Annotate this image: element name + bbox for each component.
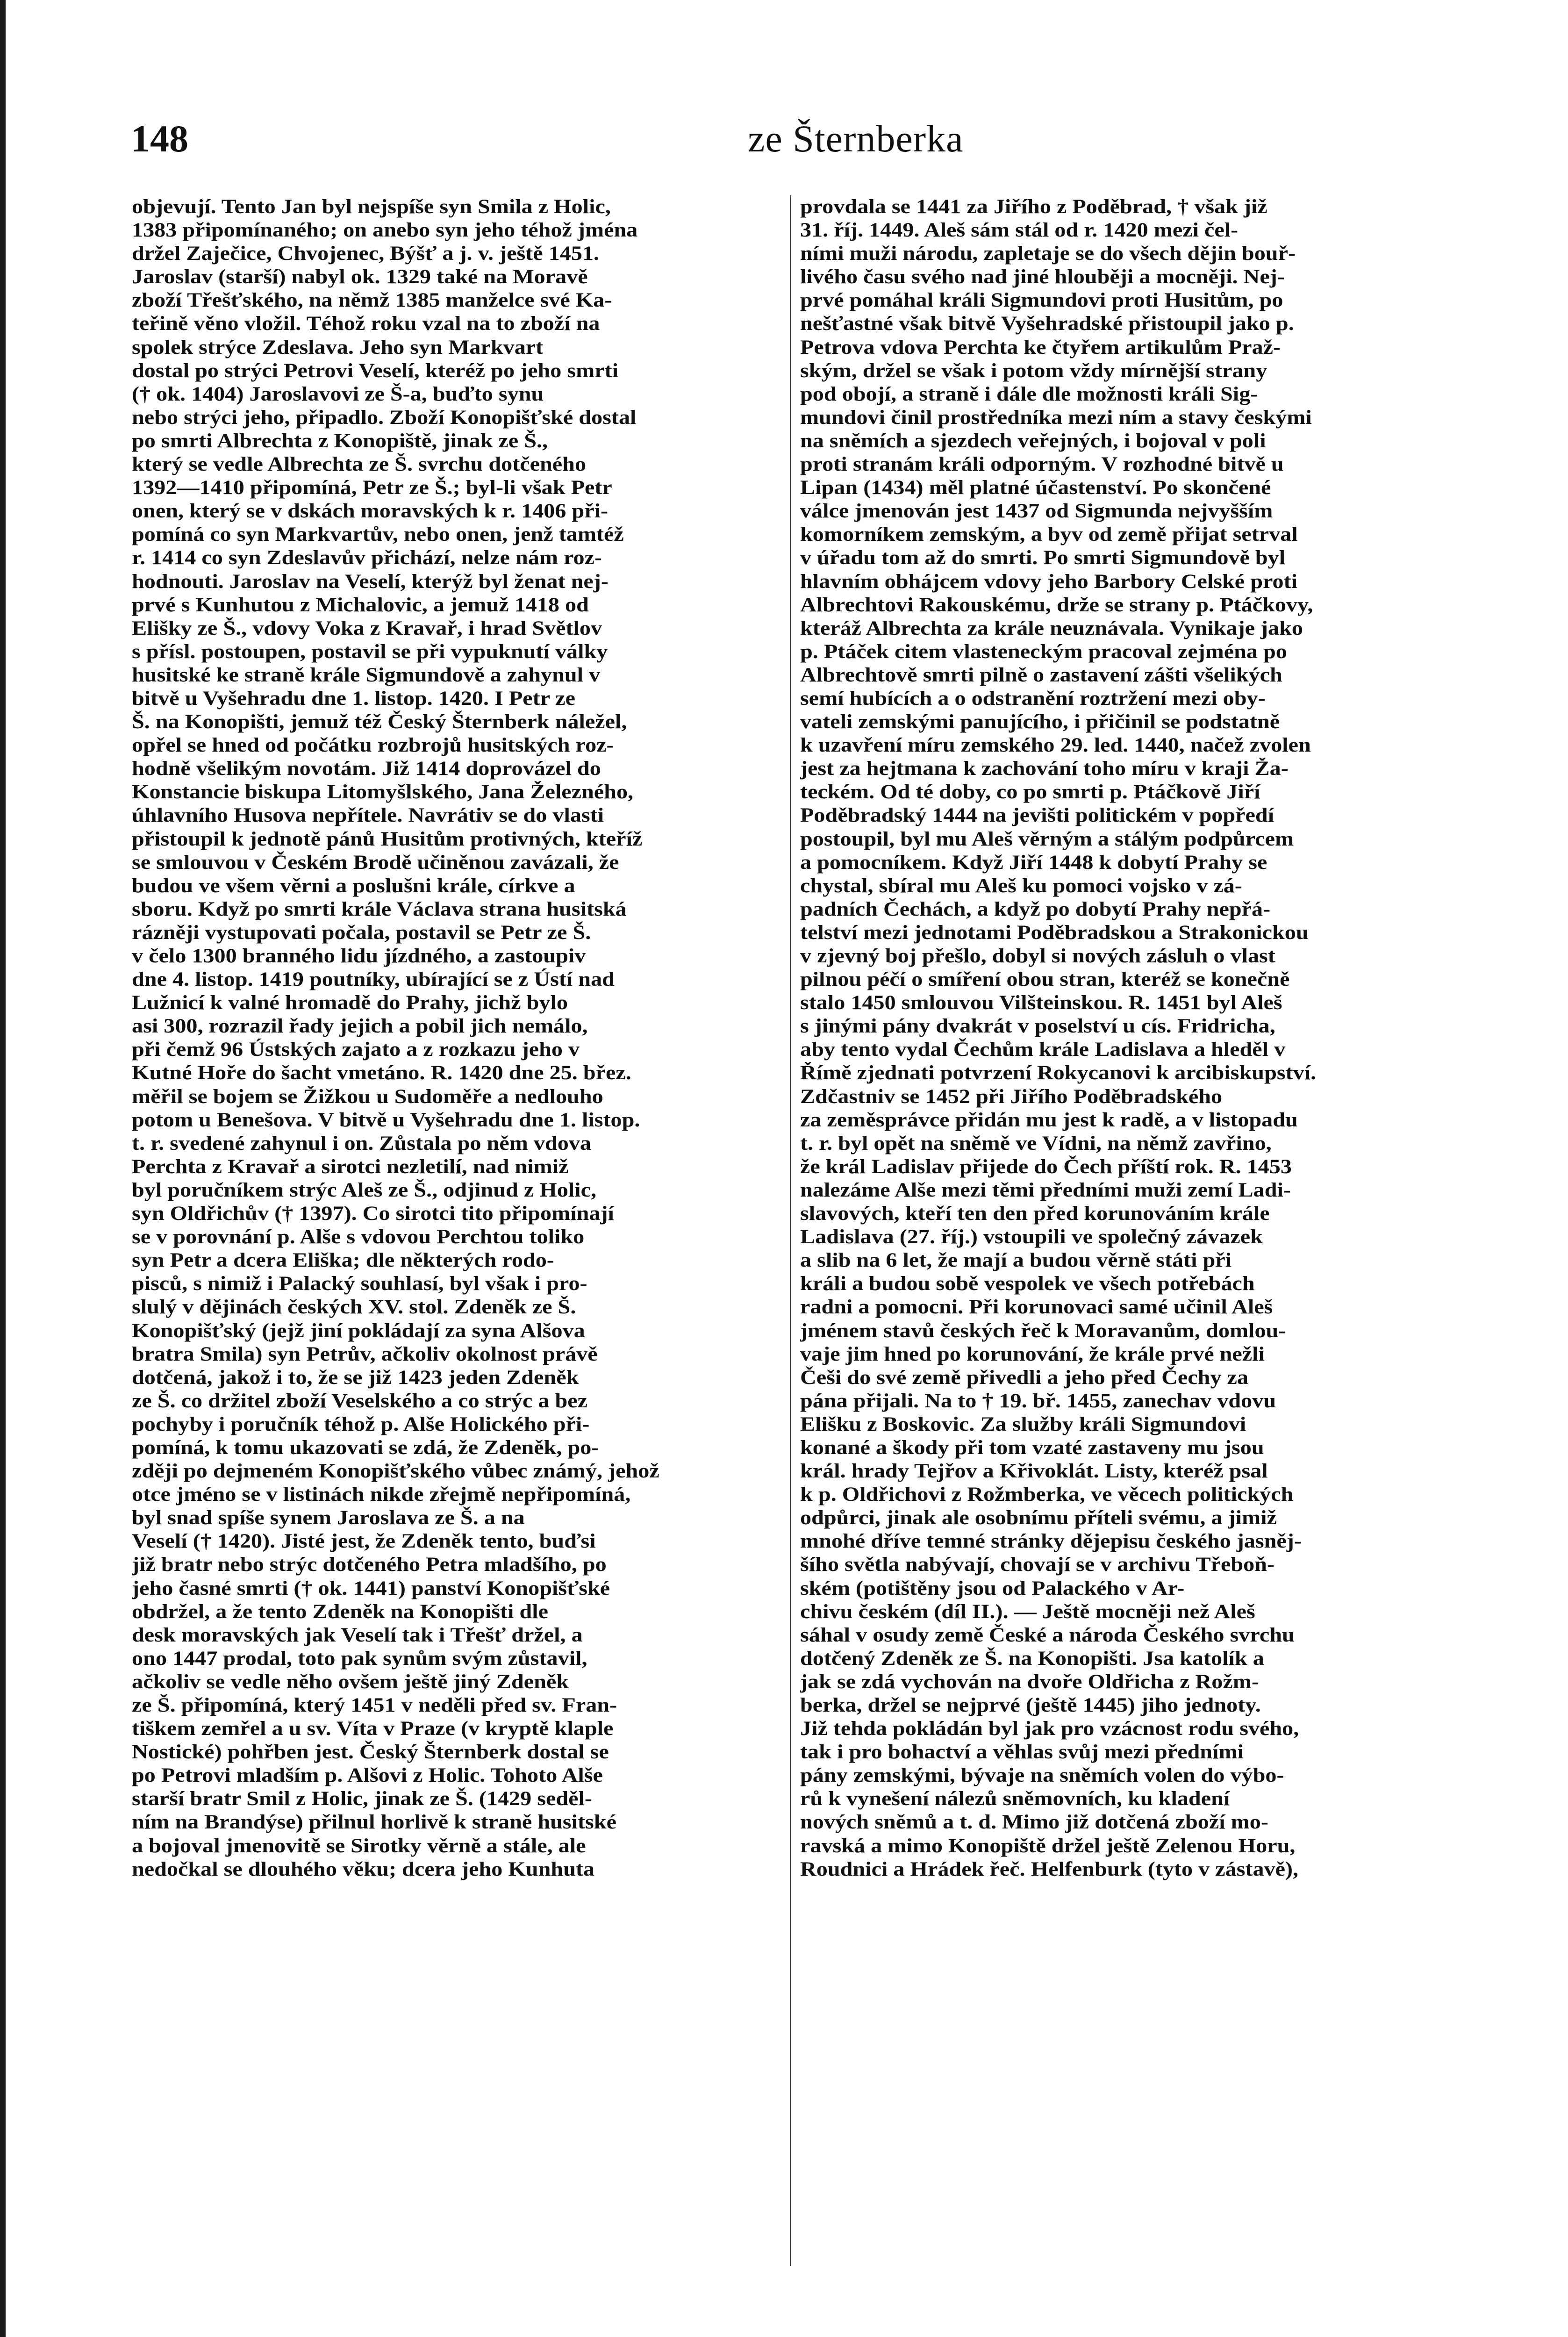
text-line: Albrechtově smrti pilně o zastavení zášti všelikých xyxy=(800,664,1282,686)
text-line: mundovi činil prostředníka mezi ním a stavy českými xyxy=(800,406,1312,429)
text-line: vaje jim hned po korunování, že krále prvé nežli xyxy=(800,1343,1265,1365)
text-line: ačkoliv se vedle něho ovšem ještě jiný Zdeněk xyxy=(132,1670,569,1693)
text-line: přistoupil k jednotě pánů Husitům protivných, kteříž xyxy=(132,828,643,850)
text-line: s přísl. postoupen, postavil se při vypuknutí války xyxy=(132,640,608,663)
text-line: byl poručníkem strýc Aleš ze Š., odjinud z Holic, xyxy=(132,1179,596,1201)
text-line: teřině věno vložil. Téhož roku vzal na to zboží na xyxy=(132,313,600,335)
text-line: potom u Benešova. V bitvě u Vyšehradu dne 1. listop. xyxy=(132,1109,640,1131)
text-line: kteráž Albrechta za krále neuznávala. Vynikaje jako xyxy=(800,617,1303,639)
text-line: t. r. svedené zahynul i on. Zůstala po něm vdova xyxy=(132,1132,591,1154)
text-line: jménem stavů českých řeč k Moravanům, domlou- xyxy=(800,1319,1286,1342)
text-line: ravská a mimo Konopiště držel ještě Zelenou Horu, xyxy=(800,1835,1296,1857)
text-line: hlavním obhájcem vdovy jeho Barbory Celské proti xyxy=(800,570,1297,593)
text-line: pána přijali. Na to † 19. bř. 1455, zanechav vdovu xyxy=(800,1390,1276,1412)
text-line: že král Ladislav přijede do Čech příští rok. R. 1453 xyxy=(800,1155,1292,1178)
text-line: měřil se bojem se Žižkou u Sudoměře a nedlouho xyxy=(132,1085,603,1108)
text-line: p. Ptáček citem vlasteneckým pracoval zejména po xyxy=(800,640,1287,663)
running-title: ze Šternberka xyxy=(748,117,964,160)
text-line: sáhal v osudy země České a národa Českého svrchu xyxy=(800,1624,1295,1646)
text-line: pod obojí, a straně i dále dle možnosti králi Sig- xyxy=(800,383,1258,405)
text-line: dotčená, jakož i to, že se již 1423 jeden Zdeněk xyxy=(132,1366,579,1389)
text-line: telství mezi jednotami Poděbradskou a Strakonickou xyxy=(800,921,1309,944)
text-line: bitvě u Vyšehradu dne 1. listop. 1420. I Petr ze xyxy=(132,687,576,710)
text-line: Konstancie biskupa Litomyšlského, Jana Železného, xyxy=(132,781,634,803)
text-line: ze Š. co držitel zboží Veselského a co strýc a bez xyxy=(132,1390,588,1412)
text-line: Š. na Konopišti, jemuž též Český Šternberk náležel, xyxy=(132,711,627,733)
text-line: nešťastné však bitvě Vyšehradské přistoupil jako p. xyxy=(800,313,1294,335)
page-header xyxy=(131,117,1475,178)
text-line: stalo 1450 smlouvou Vilšteinskou. R. 1451 byl Aleš xyxy=(800,992,1282,1014)
text-line: chystal, sbíral mu Aleš ku pomoci vojsko v zá- xyxy=(800,875,1242,897)
text-line: Češi do své země přivedli a jeho před Čechy za xyxy=(800,1366,1249,1389)
text-line: 1383 připomínaného; on anebo syn jeho téhož jména xyxy=(132,219,638,242)
text-line: nedočkal se dlouhého věku; dcera jeho Kunhuta xyxy=(132,1858,595,1880)
text-line: pány zemskými, bývaje na sněmích volen do výbo- xyxy=(800,1764,1284,1787)
text-line: Poděbradský 1444 na jevišti politickém v popředí xyxy=(800,804,1274,827)
text-line: Již tehda pokládán byl jak pro vzácnost rodu svého, xyxy=(800,1718,1299,1740)
text-line: úhlavního Husova nepřítele. Navrátiv se do vlasti xyxy=(132,804,604,827)
text-line: tiškem zemřel a u sv. Víta v Praze (v kryptě klaple xyxy=(132,1718,614,1740)
text-line: onen, který se v dskách moravských k r. 1406 při- xyxy=(132,500,609,523)
text-line: při čemž 96 Ústských zajato a z rozkazu jeho v xyxy=(132,1039,580,1061)
text-line: Perchta z Kravař a sirotci nezletilí, nad nimiž xyxy=(132,1155,569,1178)
text-line: sboru. Když po smrti krále Václava strana husitská xyxy=(132,898,627,920)
text-line: Konopišťský (jejž jiní pokládají za syna Alšova xyxy=(132,1319,585,1342)
text-line: Kutné Hoře do šacht vmetáno. R. 1420 dne 25. břez. xyxy=(132,1062,631,1084)
text-line: již bratr nebo strýc dotčeného Petra mladšího, po xyxy=(132,1554,607,1576)
text-line: a slib na 6 let, že mají a budou věrně státi při xyxy=(800,1249,1232,1272)
text-line: aby tento vydal Čechům krále Ladislava a hleděl v xyxy=(800,1039,1286,1061)
text-line: proti stranám králi odporným. V rozhodné bitvě u xyxy=(800,453,1284,476)
text-line: starší bratr Smil z Holic, jinak ze Š. (1429 seděl- xyxy=(132,1788,592,1810)
text-line: 1392—1410 připomíná, Petr ze Š.; byl-li však Petr xyxy=(132,477,612,499)
text-line: ze Š. připomíná, který 1451 v neděli před sv. Fran- xyxy=(132,1694,617,1716)
text-line: k p. Oldřichovi z Rožmberka, ve věcech politických xyxy=(800,1484,1294,1506)
text-line: semí hubících a o odstranění roztržení mezi oby- xyxy=(800,687,1266,710)
text-line: pisců, s nimiž i Palacký souhlasí, byl však i pro- xyxy=(132,1273,587,1295)
text-line: dne 4. listop. 1419 poutníky, ubírající se z Ústí nad xyxy=(132,968,615,991)
text-line: v zjevný boj přešlo, dobyl si nových zásluh o vlast xyxy=(800,945,1275,967)
text-line: Ladislava (27. říj.) vstoupili ve společný závazek xyxy=(800,1226,1263,1248)
text-line: v čelo 1300 branného lidu jízdného, a zastoupiv xyxy=(132,945,586,967)
text-line: t. r. byl opět na sněmě ve Vídni, na němž zavřino, xyxy=(800,1132,1272,1154)
text-line: 31. říj. 1449. Aleš sám stál od r. 1420 mezi čel- xyxy=(800,219,1239,242)
text-line: Elišky ze Š., vdovy Voka z Kravař, i hrad Světlov xyxy=(132,617,602,639)
page-edge-shadow xyxy=(0,0,6,2337)
text-line: opřel se hned od počátku rozbrojů husitských roz- xyxy=(132,734,614,757)
text-line: šího světla nabývají, chovají se v archivu Třeboň- xyxy=(800,1554,1275,1576)
text-line: syn Petr a dcera Eliška; dle některých rodo- xyxy=(132,1249,554,1272)
text-line: válce jmenován jest 1437 od Sigmunda nejvyšším xyxy=(800,500,1273,523)
text-line: prvé s Kunhutou z Michalovic, a jemuž 1418 od xyxy=(132,594,589,616)
text-line: pomíná co syn Markvartův, nebo onen, jenž tamtéž xyxy=(132,523,624,546)
page-number: 148 xyxy=(131,117,188,160)
text-line: dostal po strýci Petrovi Veselí, kteréž po jeho smrti xyxy=(132,359,619,382)
text-line: provdala se 1441 za Jiřího z Poděbrad, † však již xyxy=(800,196,1267,218)
text-line: držel Zaječice, Chvojenec, Býšť a j. v. ještě 1451. xyxy=(132,243,600,265)
text-line: pomíná, k tomu ukazovati se zdá, že Zdeněk, po- xyxy=(132,1436,599,1459)
text-line: slavových, kteří ten den před korunováním krále xyxy=(800,1203,1270,1225)
text-line: zději po dejmeném Konopišťského vůbec známý, jehož xyxy=(132,1460,659,1483)
left-text-column xyxy=(132,195,781,2285)
text-line: po Petrovi mladším p. Alšovi z Holic. Tohoto Alše xyxy=(132,1764,603,1787)
text-line: Lipan (1434) měl platné účastenství. Po skončené xyxy=(800,477,1271,499)
text-line: bratra Smila) syn Petrův, ačkoliv okolnost právě xyxy=(132,1343,598,1365)
text-line: Římě zjednati potvrzení Rokycanovi k arcibiskupství. xyxy=(800,1062,1317,1084)
text-line: rázněji vystupovati počala, postavil se Petr ze Š. xyxy=(132,921,591,944)
text-line: hodnouti. Jaroslav na Veselí, kterýž byl ženat nej- xyxy=(132,570,609,593)
column-divider xyxy=(790,195,791,2266)
text-line: postoupil, byl mu Aleš věrným a stálým podpůrcem xyxy=(800,828,1294,850)
text-line: prvé pomáhal králi Sigmundovi proti Husitům, po xyxy=(800,289,1283,312)
text-line: Elišku z Boskovic. Za služby králi Sigmundovi xyxy=(800,1413,1246,1435)
text-line: a pomocníkem. Když Jiří 1448 k dobytí Prahy se xyxy=(800,851,1267,874)
text-line: berka, držel se nejprvé (ještě 1445) jiho jednoty. xyxy=(800,1694,1261,1716)
text-line: padních Čechách, a když po dobytí Prahy nepřá- xyxy=(800,898,1271,920)
text-line: ském (potištěny jsou od Palackého v Ar- xyxy=(800,1577,1185,1599)
text-line: nalezáme Alše mezi těmi předními muži zemí Ladi- xyxy=(800,1179,1291,1201)
text-line: Albrechtovi Rakouskému, drže se strany p. Ptáčkovy, xyxy=(800,594,1313,616)
text-line: Jaroslav (starší) nabyl ok. 1329 také na Moravě xyxy=(132,266,588,288)
text-line: králi a budou sobě vespolek ve všech potřebách xyxy=(800,1273,1255,1295)
text-line: ským, držel se však i potom vždy mírnější strany xyxy=(800,359,1267,382)
text-line: Veselí († 1420). Jisté jest, že Zdeněk tento, buďsi xyxy=(132,1530,596,1553)
text-line: Nostické) pohřben jest. Český Šternberk dostal se xyxy=(132,1741,609,1764)
text-line: jest za hejtmana k zachování toho míru v kraji Ža- xyxy=(800,758,1289,780)
text-line: byl snad spíše synem Jaroslava ze Š. a na xyxy=(132,1507,525,1529)
text-line: jeho časné smrti († ok. 1441) panství Konopišťské xyxy=(132,1577,610,1599)
text-line: který se vedle Albrechta ze Š. svrchu dotčeného xyxy=(132,453,587,476)
text-line: mnohé dříve temné stránky dějepisu českého jasněj- xyxy=(800,1530,1302,1553)
text-line: konané a škody při tom vzaté zastaveny mu jsou xyxy=(800,1436,1264,1459)
text-line: Roudnici a Hrádek řeč. Helfenburk (tyto v zástavě), xyxy=(800,1858,1299,1880)
text-line: se smlouvou v Českém Brodě učiněnou zavázali, že xyxy=(132,851,619,874)
text-line: syn Oldřichův († 1397). Co sirotci tito připomínají xyxy=(132,1203,614,1225)
text-line: slulý v dějinách českých XV. stol. Zdeněk ze Š. xyxy=(132,1296,576,1319)
text-line: a bojoval jmenovitě se Sirotky věrně a stále, ale xyxy=(132,1835,586,1857)
text-line: dotčený Zdeněk ze Š. na Konopišti. Jsa katolík a xyxy=(800,1647,1264,1670)
text-line: odpůrci, jinak ale osobnímu příteli svému, a jimiž xyxy=(800,1507,1277,1529)
text-line: teckém. Od té doby, co po smrti p. Ptáčkově Jiří xyxy=(800,781,1260,803)
text-line: otce jméno se v listinách nikde zřejmě nepřipomíná, xyxy=(132,1484,631,1506)
text-line: po smrti Albrechta z Konopiště, jinak ze Š., xyxy=(132,430,548,452)
text-line: († ok. 1404) Jaroslavovi ze Š-a, buďto synu xyxy=(132,383,544,405)
text-line: obdržel, a že tento Zdeněk na Konopišti dle xyxy=(132,1600,548,1623)
text-line: ními muži národu, zapletaje se do všech dějin bouř- xyxy=(800,243,1296,265)
text-line: rů k vynešení nálezů sněmovních, ku kladení xyxy=(800,1788,1230,1810)
text-line: nebo strýci jeho, připadlo. Zboží Konopišťské dostal xyxy=(132,406,637,429)
text-line: chivu českém (díl II.). — Ještě mocněji než Aleš xyxy=(800,1600,1255,1623)
text-line: Petrova vdova Perchta ke čtyřem artikulům Praž- xyxy=(800,336,1281,358)
text-line: objevují. Tento Jan byl nejspíše syn Smila z Holic, xyxy=(132,196,611,218)
text-line: za zeměsprávce přidán mu jest k radě, a v listopadu xyxy=(800,1109,1298,1131)
text-line: pochyby i poručník téhož p. Alše Holického při- xyxy=(132,1413,590,1435)
text-line: pilnou péčí o smíření obou stran, kteréž se konečně xyxy=(800,968,1290,991)
text-line: král. hrady Tejřov a Křivoklát. Listy, kteréž psal xyxy=(800,1460,1268,1483)
text-line: s jinými pány dvakrát v poselství u cís. Fridricha, xyxy=(800,1015,1275,1038)
text-line: jak se zdá vychován na dvoře Oldřicha z Rožm- xyxy=(800,1670,1259,1693)
text-line: budou ve všem věrni a poslušni krále, církve a xyxy=(132,875,575,897)
text-line: livého času svého nad jiné hlouběji a mocněji. Nej- xyxy=(800,266,1285,288)
text-line: ním na Brandýse) přilnul horlivě k straně husitské xyxy=(132,1811,616,1834)
text-line: Zdčastniv se 1452 při Jiřího Poděbradského xyxy=(800,1085,1223,1108)
text-line: komorníkem zemským, a byv od země přijat setrval xyxy=(800,523,1298,546)
text-line: v úřadu tom až do smrti. Po smrti Sigmundově byl xyxy=(800,547,1286,569)
text-line: nových sněmů a t. d. Mimo již dotčená zboží mo- xyxy=(800,1811,1268,1834)
text-line: tak i pro bohactví a věhlas svůj mezi předními xyxy=(800,1741,1244,1764)
text-line: se v porovnání p. Alše s vdovou Perchtou toliko xyxy=(132,1226,585,1248)
text-line: k uzavření míru zemského 29. led. 1440, načež zvolen xyxy=(800,734,1311,757)
text-line: zboží Třešťského, na němž 1385 manželce své Ka- xyxy=(132,289,612,312)
right-text-column xyxy=(800,195,1450,2285)
text-line: r. 1414 co syn Zdeslavův přichází, nelze nám roz- xyxy=(132,547,602,569)
text-line: hodně všelikým novotám. Již 1414 doprovázel do xyxy=(132,758,601,780)
text-line: ono 1447 prodal, toto pak synům svým zůstavil, xyxy=(132,1647,587,1670)
text-line: asi 300, rozrazil řady jejich a pobil jich nemálo, xyxy=(132,1015,588,1038)
text-line: husitské ke straně krále Sigmundově a zahynul v xyxy=(132,664,601,686)
text-line: na sněmích a sjezdech veřejných, i bojoval v poli xyxy=(800,430,1266,452)
text-line: spolek strýce Zdeslava. Jeho syn Markvart xyxy=(132,336,544,358)
text-line: Lužnicí k valné hromadě do Prahy, jichž bylo xyxy=(132,992,568,1014)
text-line: desk moravských jak Veselí tak i Třešť držel, a xyxy=(132,1624,583,1646)
text-line: radni a pomocni. Při korunovaci samé učinil Aleš xyxy=(800,1296,1273,1319)
text-line: vateli zemskými panujícího, i přičinil se podstatně xyxy=(800,711,1280,733)
